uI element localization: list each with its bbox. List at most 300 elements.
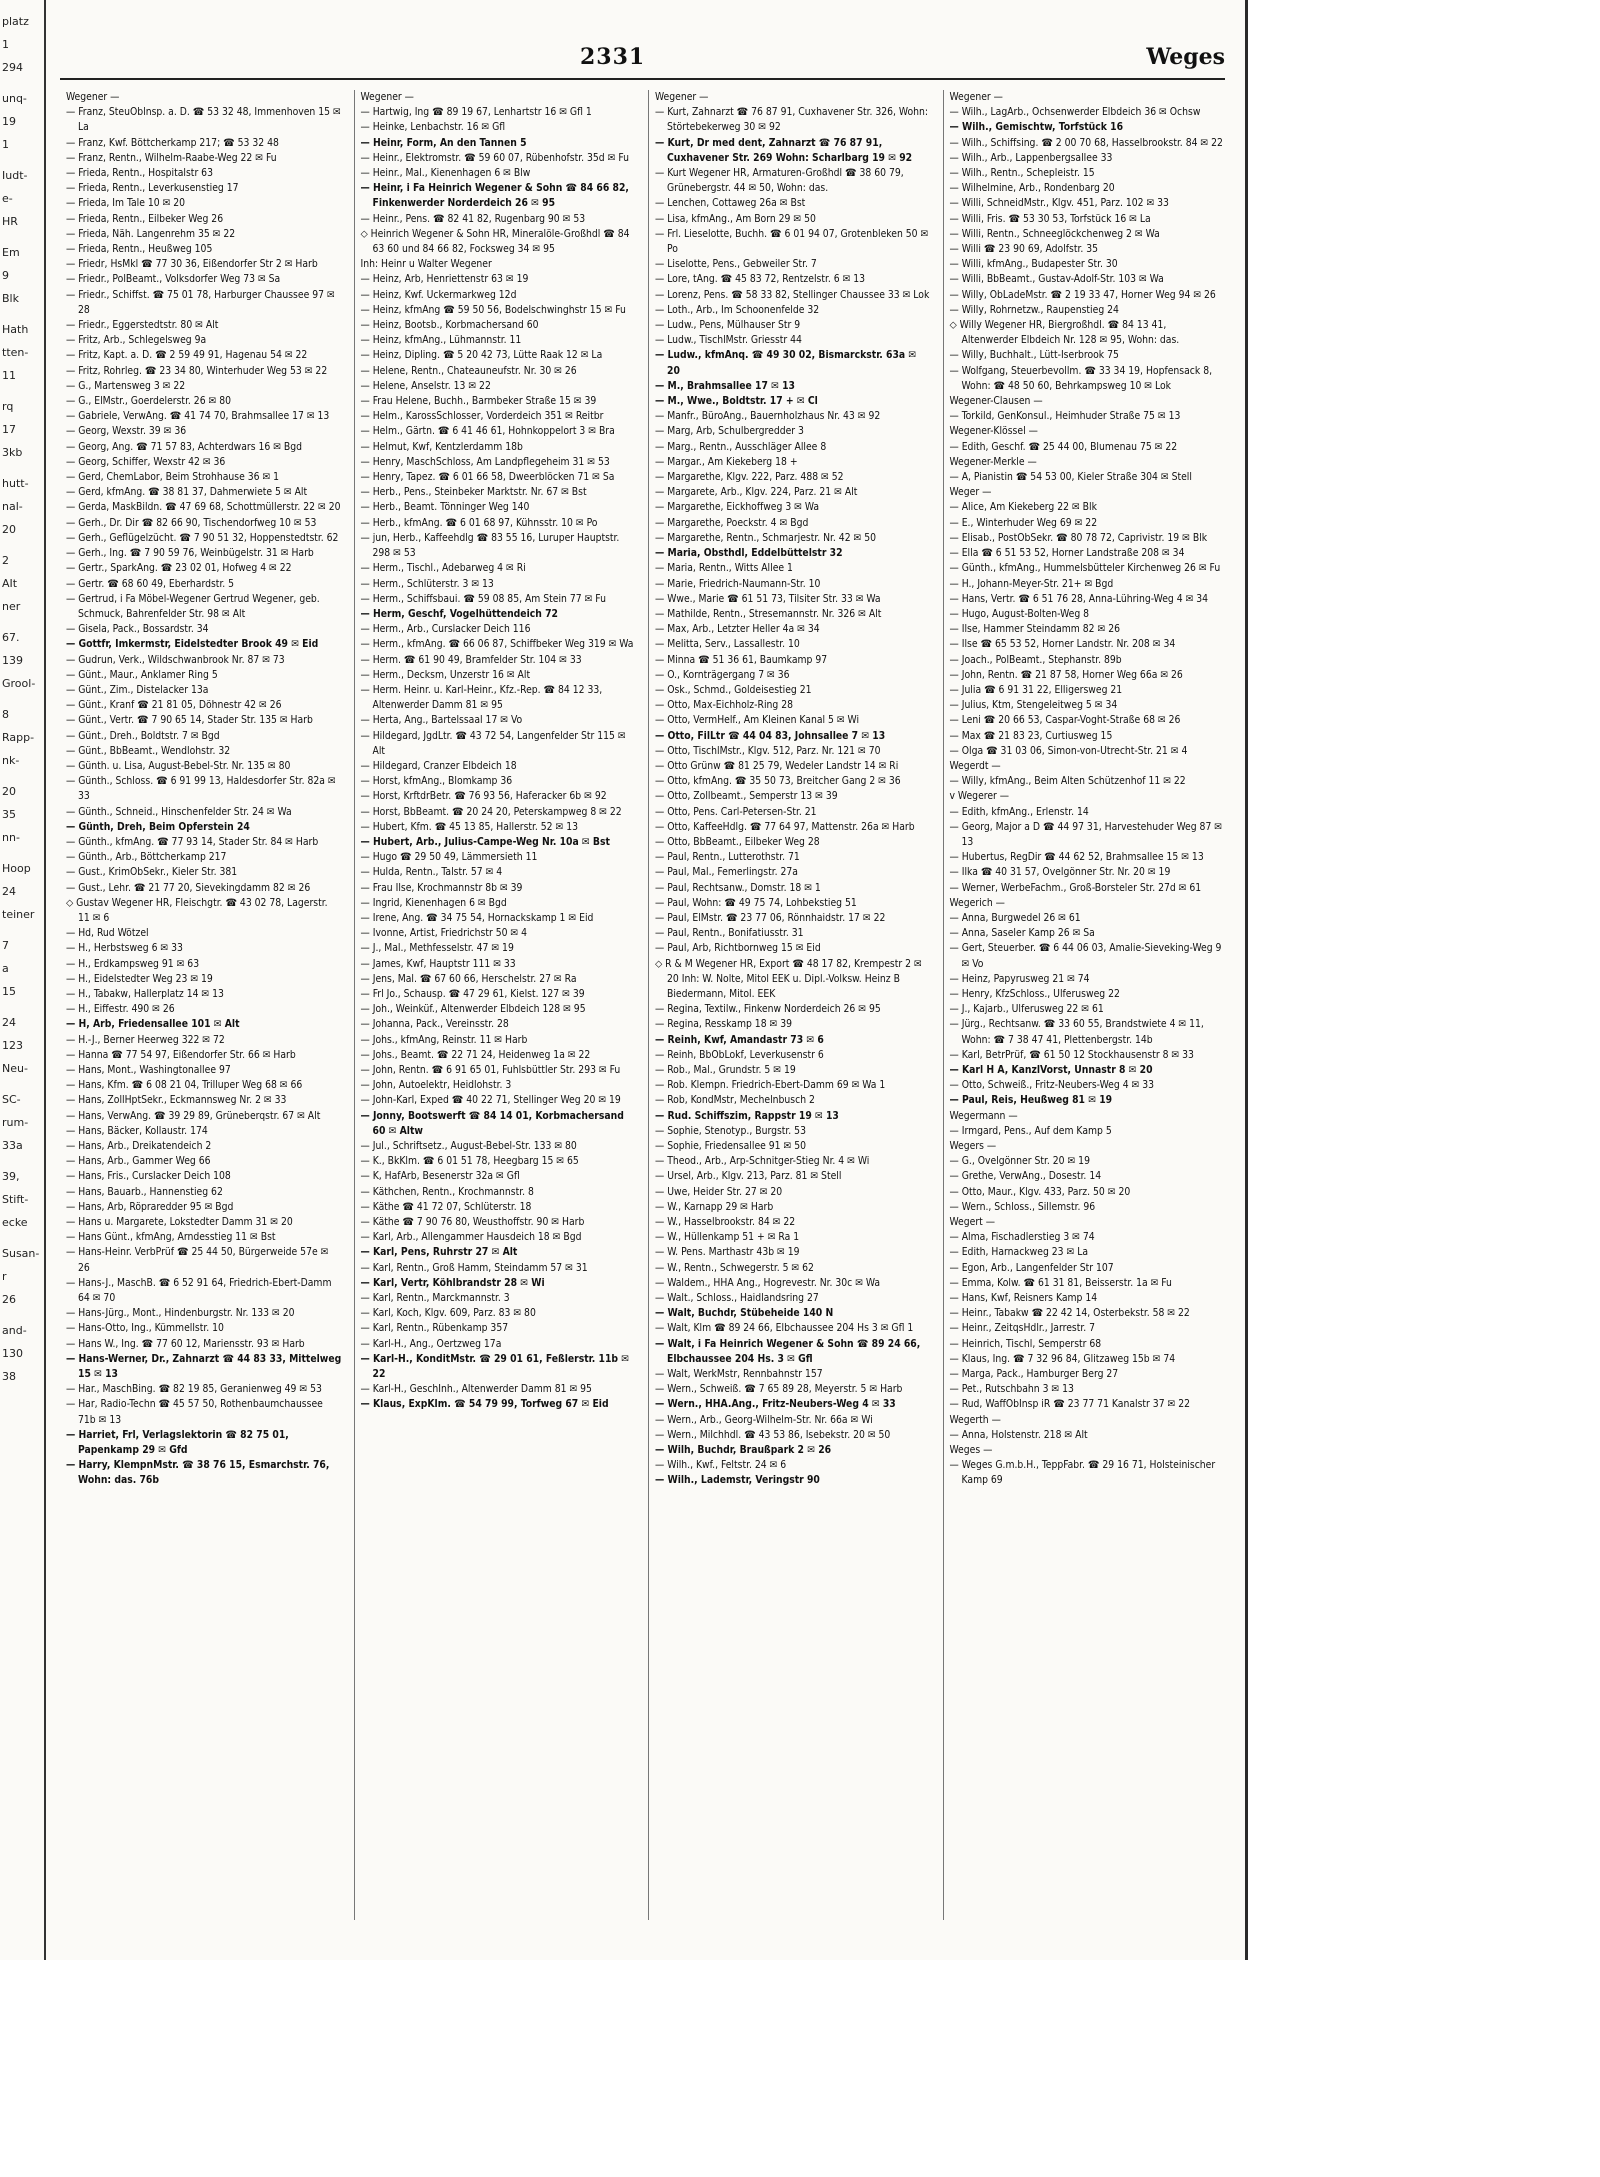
directory-entry: — Walt, Buchdr, Stübeheide 140 N	[655, 1307, 834, 1320]
directory-entry: — J., Kajarb., Ulferusweg 22 ✉ 61	[949, 1003, 1104, 1016]
directory-entry: — Franz, Rentn., Wilhelm-Raabe-Weg 22 ✉ Fu	[66, 151, 277, 164]
directory-entry: — Ivonne, Artist, Friedrichstr 50 ✉ 4	[360, 927, 528, 940]
surname-heading: Wegener —	[949, 91, 1003, 103]
directory-entry: — Helm., Gärtn. ☎ 6 41 46 61, Hohnkoppelort 3 ✉ Bra	[360, 425, 615, 438]
directory-entry: — Heinr., Elektromstr. ☎ 59 60 07, Rübenhofstr. 35d ✉ Fu	[360, 151, 629, 164]
directory-entry: — Otto, kfmAng. ☎ 35 50 73, Breitcher Gang 2 ✉ 36	[655, 775, 901, 788]
prev-strip-fragment: 1	[2, 138, 9, 151]
surname-heading: Wegerich —	[949, 896, 1005, 909]
surname-heading: Wegerdt —	[949, 759, 1001, 772]
directory-entry: — Liselotte, Pens., Gebweiler Str. 7	[655, 258, 817, 271]
directory-entry: — Helene, Anselstr. 13 ✉ 22	[360, 379, 491, 392]
directory-entry: — Hans, Fris., Curslacker Deich 108	[66, 1170, 231, 1183]
directory-entry: — John, Rentn. ☎ 6 91 65 01, Fuhlsbüttler Str. 293 ✉ Fu	[360, 1064, 621, 1076]
directory-entry: — Gerd, ChemLabor, Beim Strohhause 36 ✉ 1	[66, 471, 280, 484]
prev-strip-fragment: 38	[2, 1370, 16, 1383]
directory-entry: — Herm., Decksm, Unzerstr 16 ✉ Alt	[360, 668, 531, 681]
prev-strip-fragment: SC-	[2, 1093, 21, 1106]
directory-entry: — W. Pens. Marthastr 43b ✉ 19	[655, 1246, 800, 1259]
directory-entry: — James, Kwf, Hauptstr 111 ✉ 33	[360, 957, 516, 970]
prev-strip-fragment: Stift-	[2, 1193, 29, 1206]
directory-entry: — H.-J., Berner Heerweg 322 ✉ 72	[66, 1033, 225, 1046]
surname-heading: Wegener —	[66, 91, 120, 103]
prev-strip-fragment: nn-	[2, 831, 20, 844]
directory-entry: — Rob., Mal., Grundstr. 5 ✉ 19	[655, 1064, 796, 1076]
directory-entry: — Gisela, Pack., Bossardstr. 34	[66, 623, 209, 636]
directory-entry: — Herb., Beamt. Tönninger Weg 140	[360, 501, 530, 514]
directory-entry: — Ilka ☎ 40 31 57, Ovelgönner Str. Nr. 20 ✉ 19	[949, 866, 1171, 879]
directory-entry: — Lore, tAng. ☎ 45 83 72, Rentzelstr. 6 ✉ 13	[655, 273, 866, 286]
directory-entry: — Willi, SchneidMstr., Klgv. 451, Parz. 102 ✉ 33	[949, 197, 1169, 210]
directory-entry: — Frieda, Näh. Langenrehm 35 ✉ 22	[66, 227, 236, 240]
directory-entry: — Günth. u. Lisa, August-Bebel-Str. Nr. 135 ✉ 80	[66, 759, 291, 772]
directory-entry: — Heinz, Papyrusweg 21 ✉ 74	[949, 972, 1090, 985]
directory-entry: — Gertr., SparkAng. ☎ 23 02 01, Hofweg 4 ✉ 22	[66, 562, 292, 575]
directory-entry: — Otto, Max-Eichholz-Ring 28	[655, 699, 794, 712]
directory-entry: — Herm, Geschf, Vogelhüttendeich 72	[360, 607, 558, 620]
directory-entry: — Willi, kfmAng., Budapester Str. 30	[949, 258, 1118, 271]
directory-entry: — Hartwig, Ing ☎ 89 19 67, Lenhartstr 16 ✉ Gfl 1	[360, 106, 592, 119]
directory-entry: — Wilh., Schiffsing. ☎ 2 00 70 68, Hasselbrookstr. 84 ✉ 22	[949, 136, 1223, 149]
surname-heading: Wegener —	[360, 91, 414, 103]
surname-heading: Wegener-Merkle —	[949, 455, 1037, 468]
directory-entry: — John-Karl, Exped ☎ 40 22 71, Stellinger Weg 20 ✉ 19	[360, 1094, 621, 1107]
directory-entry: — Harry, KlempnMstr. ☎ 38 76 15, Esmarchstr. 76, Wohn: das. 76b	[66, 1459, 330, 1487]
directory-entry: — Hans, Arb, Röpraredder 95 ✉ Bgd	[66, 1200, 234, 1213]
directory-entry: — Heinz, Arb, Henriettenstr 63 ✉ 19	[360, 273, 529, 286]
directory-entry: — W., Rentn., Schwegerstr. 5 ✉ 62	[655, 1261, 814, 1274]
prev-strip-fragment: 1	[2, 38, 9, 51]
directory-entry: — Hubert, Kfm. ☎ 45 13 85, Hallerstr. 52 ✉ 13	[360, 820, 579, 833]
directory-entry: — Paul, Reis, Heußweg 81 ✉ 19	[949, 1094, 1113, 1107]
directory-entry: — Wern., Schweiß. ☎ 7 65 89 28, Meyerstr. 5 ✉ Harb	[655, 1383, 903, 1396]
prev-strip-fragment: nk-	[2, 754, 20, 767]
prev-strip-fragment: 67.	[2, 631, 20, 644]
prev-strip-fragment: 7	[2, 939, 9, 952]
directory-entry: — Günth., Schloss. ☎ 6 91 99 13, Haldesdorfer Str. 82a ✉ 33	[66, 775, 336, 803]
directory-entry: — Gust., KrimObSekr., Kieler Str. 381	[66, 866, 238, 879]
directory-entry: — H., Eidelstedter Weg 23 ✉ 19	[66, 972, 213, 985]
directory-entry: — Edith, Harnackweg 23 ✉ La	[949, 1246, 1089, 1259]
surname-heading: Wegener —	[655, 91, 709, 103]
directory-entry: — Werner, WerbeFachm., Groß-Borsteler Str. 27d ✉ 61	[949, 881, 1202, 894]
directory-entry: — Leni ☎ 20 66 53, Caspar-Voght-Straße 68 ✉ 26	[949, 714, 1181, 727]
directory-entry: — Heinz, kfmAng., Lühmannstr. 11	[360, 334, 522, 347]
directory-entry: — Heinz, kfmAng ☎ 59 50 56, Bodelschwinghstr 15 ✉ Fu	[360, 303, 626, 316]
directory-entry: — Wern., Arb., Georg-Wilhelm-Str. Nr. 66a ✉ Wi	[655, 1413, 873, 1426]
directory-entry: — Pet., Rutschbahn 3 ✉ 13	[949, 1383, 1074, 1396]
directory-entry: — Franz, Kwf. Böttcherkamp 217; ☎ 53 32 48	[66, 136, 279, 149]
directory-entry: — Otto, FilLtr ☎ 44 04 83, Johnsallee 7 ✉ 13	[655, 729, 886, 742]
directory-entry: — Joh., Weinküf., Altenwerder Elbdeich 128 ✉ 95	[360, 1003, 586, 1016]
directory-entry: — K, HafArb, Besenerstr 32a ✉ Gfl	[360, 1170, 520, 1183]
directory-entry: — Hans, Arb., Gammer Weg 66	[66, 1155, 211, 1168]
directory-entry: — Wilh., Arb., Lappenbergsallee 33	[949, 151, 1113, 164]
directory-entry: — Irene, Ang. ☎ 34 75 54, Hornackskamp 1 ✉ Eid	[360, 911, 594, 924]
directory-entry: — Frieda, Rentn., Heußweg 105	[66, 243, 213, 256]
directory-entry: — Edith, kfmAng., Erlenstr. 14	[949, 805, 1089, 818]
directory-entry: — Reinh, BbObLokf, Leverkusenstr 6	[655, 1048, 824, 1061]
directory-entry: — Frieda, Rentn., Eilbeker Weg 26	[66, 212, 224, 225]
directory-entry: — Horst, kfmAng., Blomkamp 36	[360, 775, 513, 788]
directory-entry: — Wilh., LagArb., Ochsenwerder Elbdeich 36 ✉ Ochsw	[949, 106, 1201, 119]
directory-entry: — jun, Herb., Kaffeehdlg ☎ 83 55 16, Luruper Hauptstr. 298 ✉ 53	[360, 531, 620, 560]
directory-entry: — Hanna ☎ 77 54 97, Eißendorfer Str. 66 ✉ Harb	[66, 1048, 296, 1061]
directory-entry: — Grethe, VerwAng., Dosestr. 14	[949, 1170, 1102, 1183]
prev-strip-fragment: unq-	[2, 92, 27, 105]
directory-entry: — Walt, WerkMstr, Rennbahnstr 157	[655, 1368, 823, 1381]
directory-entry: — Jonny, Bootswerft ☎ 84 14 01, Korbmachersand 60 ✉ Altw	[360, 1109, 624, 1137]
directory-entry: — Marg, Arb, Schulbergredder 3	[655, 425, 804, 438]
directory-entry: — Wwe., Marie ☎ 61 51 73, Tilsiter Str. 33 ✉ Wa	[655, 592, 881, 605]
directory-entry: — Heinr, i Fa Heinrich Wegener & Sohn ☎ 84 66 82, Finkenwerder Norderdeich 26 ✉ 95	[360, 182, 629, 210]
directory-entry: — Johanna, Pack., Vereinsstr. 28	[360, 1018, 509, 1031]
directory-entry: — Ludw., kfmAnq. ☎ 49 30 02, Bismarckstr. 63a ✉ 20	[655, 349, 917, 377]
directory-entry: — Paul, Wohn: ☎ 49 75 74, Lohbekstieg 51	[655, 896, 857, 909]
directory-entry: — Gabriele, VerwAng. ☎ 41 74 70, Brahmsallee 17 ✉ 13	[66, 410, 330, 423]
directory-entry: — Maria, Rentn., Witts Allee 1	[655, 562, 793, 575]
directory-entry: — Joach., PolBeamt., Stephanstr. 89b	[949, 653, 1122, 666]
directory-entry: — Anna, Saseler Kamp 26 ✉ Sa	[949, 927, 1095, 940]
directory-entry: — Alma, Fischadlerstieg 3 ✉ 74	[949, 1231, 1095, 1244]
directory-entry: — Sophie, Friedensallee 91 ✉ 50	[655, 1140, 806, 1153]
directory-entry: — Hans, Bäcker, Kollaustr. 174	[66, 1124, 208, 1137]
directory-entry: — Minna ☎ 51 36 61, Baumkamp 97	[655, 653, 828, 666]
directory-entry: — Otto, KaffeeHdlg. ☎ 77 64 97, Mattenstr. 26a ✉ Harb	[655, 820, 915, 833]
prev-strip-fragment: Em	[2, 246, 20, 259]
directory-entry: — Willy, kfmAng., Beim Alten Schützenhof 11 ✉ 22	[949, 775, 1186, 788]
directory-entry: — Hans u. Margarete, Lokstedter Damm 31 ✉ 20	[66, 1216, 293, 1229]
previous-page-strip	[0, 0, 46, 1960]
directory-entry: — Hildegard, Cranzer Elbdeich 18	[360, 759, 517, 772]
directory-entry: — Fritz, Arb., Schlegelsweg 9a	[66, 334, 207, 347]
directory-entry: — Fritz, Rohrleg. ☎ 23 34 80, Winterhuder Weg 53 ✉ 22	[66, 364, 328, 377]
directory-entry: — Günt., Maur., Anklamer Ring 5	[66, 668, 218, 681]
directory-entry: — H., Eiffestr. 490 ✉ 26	[66, 1003, 175, 1016]
directory-entry: ⬦ Gustav Wegener HR, Fleischgtr. ☎ 43 02 78, Lagerstr. 11 ✉ 6	[66, 896, 342, 926]
directory-entry: — Egon, Arb., Langenfelder Str 107	[949, 1261, 1114, 1274]
prev-strip-fragment: 2	[2, 554, 9, 567]
directory-entry: — Georg, Ang. ☎ 71 57 83, Achterdwars 16 ✉ Bgd	[66, 440, 303, 453]
directory-entry: — Fritz, Kapt. a. D. ☎ 2 59 49 91, Hagenau 54 ✉ 22	[66, 349, 308, 362]
prev-strip-fragment: 20	[2, 785, 16, 798]
directory-entry: — Gust., Lehr. ☎ 21 77 20, Sievekingdamm 82 ✉ 26	[66, 881, 311, 894]
surname-heading: v Wegerer —	[949, 790, 1010, 803]
directory-entry: — Melitta, Serv., Lassallestr. 10	[655, 638, 800, 651]
prev-strip-fragment: 17	[2, 423, 16, 436]
prev-strip-fragment: a	[2, 962, 9, 975]
prev-strip-fragment: 11	[2, 369, 16, 382]
directory-entry: — Ilse ☎ 65 53 52, Horner Landstr. Nr. 208 ✉ 34	[949, 638, 1176, 651]
directory-entry: — H., Erdkampsweg 91 ✉ 63	[66, 957, 200, 970]
directory-entry: — Frieda, Rentn., Hospitalstr 63	[66, 167, 213, 180]
directory-entry: — Herm., Tischl., Adebarweg 4 ✉ Ri	[360, 562, 526, 575]
prev-strip-fragment: 26	[2, 1293, 16, 1306]
directory-entry: — Harriet, Frl, Verlagslektorin ☎ 82 75 01, Papenkamp 29 ✉ Gfd	[66, 1428, 289, 1457]
directory-entry: — Otto, VermHelf., Am Kleinen Kanal 5 ✉ Wi	[655, 714, 860, 727]
directory-entry: — Margarethe, Rentn., Schmarjestr. Nr. 42 ✉ 50	[655, 531, 877, 544]
directory-entry: — Karl H A, KanzlVorst, Unnastr 8 ✉ 20	[949, 1064, 1153, 1076]
directory-entry: — Gerh., Dr. Dir ☎ 82 66 90, Tischendorfweg 10 ✉ 53	[66, 516, 317, 529]
directory-entry: — Paul, Rechtsanw., Domstr. 18 ✉ 1	[655, 881, 821, 894]
directory-entry: — Har, Radio-Techn ☎ 45 57 50, Rothenbaumchaussee 71b ✉ 13	[66, 1398, 323, 1426]
directory-entry: — Herb., Pens., Steinbeker Marktstr. Nr. 67 ✉ Bst	[360, 486, 587, 499]
directory-entry: — Hans, Kwf, Reisners Kamp 14	[949, 1292, 1098, 1305]
directory-entry: — Günth., Schneid., Hinschenfelder Str. 24 ✉ Wa	[66, 805, 292, 818]
directory-entry: — Otto, TischlMstr., Klgv. 512, Parz. Nr. 121 ✉ 70	[655, 744, 881, 757]
directory-entry: — Johs., Beamt. ☎ 22 71 24, Heidenweg 1a ✉ 22	[360, 1048, 591, 1061]
directory-entry: — Willi, BbBeamt., Gustav-Adolf-Str. 103 ✉ Wa	[949, 273, 1164, 286]
directory-entry: — Kurt, Zahnarzt ☎ 76 87 91, Cuxhavener Str. 326, Wohn: Störtebekerweg 30 ✉ 92	[655, 106, 929, 134]
directory-entry: — H., Herbstsweg 6 ✉ 33	[66, 942, 183, 955]
directory-entry: — Wilh., Gemischtw, Torfstück 16	[949, 121, 1124, 134]
prev-strip-fragment: 24	[2, 885, 16, 898]
directory-entry: — Rob, KondMstr, Mechelnbusch 2	[655, 1094, 815, 1107]
directory-entry: — Kurt Wegener HR, Armaturen-Großhdl ☎ 38 60 79, Grünebergstr. 44 ✉ 50, Wohn: das.	[655, 167, 904, 195]
directory-entry: — G., Martensweg 3 ✉ 22	[66, 379, 186, 392]
prev-strip-fragment: rum-	[2, 1116, 29, 1129]
directory-entry: — Helmut, Kwf, Kentzlerdamm 18b	[360, 440, 523, 453]
directory-entry: — Willi ☎ 23 90 69, Adolfstr. 35	[949, 243, 1098, 256]
directory-entry: — Karl, Vertr, Köhlbrandstr 28 ✉ Wi	[360, 1276, 545, 1289]
directory-entry: — Otto, Pens. Carl-Petersen-Str. 21	[655, 805, 817, 818]
directory-entry: — Karl, Rentn., Rübenkamp 357	[360, 1322, 509, 1335]
directory-entry: — Paul, Mal., Femerlingstr. 27a	[655, 866, 798, 879]
directory-entry: — Wilh., Kwf., Feltstr. 24 ✉ 6	[655, 1459, 787, 1472]
directory-entry: — W., Hüllenkamp 51 + ✉ Ra 1	[655, 1231, 800, 1244]
prev-strip-fragment: 123	[2, 1039, 23, 1052]
directory-entry: — H., Tabakw, Hallerplatz 14 ✉ 13	[66, 987, 224, 1000]
directory-entry: — Loth., Arb., Im Schoonenfelde 32	[655, 303, 820, 316]
prev-strip-fragment: rq	[2, 400, 14, 413]
prev-strip-fragment: Hoop	[2, 862, 31, 875]
directory-entry: — Franz, SteuOblnsp. a. D. ☎ 53 32 48, Immenhoven 15 ✉ La	[66, 106, 341, 134]
directory-entry: — Heinke, Lenbachstr. 16 ✉ Gfl	[360, 121, 506, 134]
directory-entry: — Hans, Vertr. ☎ 6 51 76 28, Anna-Lühring-Weg 4 ✉ 34	[949, 592, 1209, 605]
directory-entry: — Margarethe, Poeckstr. 4 ✉ Bgd	[655, 516, 809, 529]
prev-strip-fragment: 20	[2, 523, 16, 536]
directory-entry: — Frieda, Rentn., Leverkusenstieg 17	[66, 182, 239, 195]
directory-entry: — Har., MaschBing. ☎ 82 19 85, Geranienweg 49 ✉ 53	[66, 1383, 322, 1396]
prev-strip-fragment: Blk	[2, 292, 19, 305]
directory-entry: — Lisa, kfmAng., Am Born 29 ✉ 50	[655, 212, 816, 225]
directory-entry: — Herm., Arb., Curslacker Deich 116	[360, 623, 531, 636]
prev-strip-fragment: 130	[2, 1347, 23, 1360]
directory-entry: — Reinh, Kwf, Amandastr 73 ✉ 6	[655, 1033, 824, 1046]
directory-entry: — Karl-H., Ang., Oertzweg 17a	[360, 1337, 502, 1350]
directory-entry: — Heinr., Tabakw ☎ 22 42 14, Osterbekstr. 58 ✉ 22	[949, 1307, 1190, 1320]
prev-strip-fragment: 3kb	[2, 446, 23, 459]
surname-heading: Weger —	[949, 486, 992, 499]
directory-entry: — Heinz, Dipling. ☎ 5 20 42 73, Lütte Raak 12 ✉ La	[360, 349, 603, 362]
directory-entry: — Paul, Rentn., Lutterothstr. 71	[655, 851, 800, 864]
directory-entry: — Gert, Steuerber. ☎ 6 44 06 03, Amalie-Sieveking-Weg 9 ✉ Vo	[949, 942, 1222, 970]
directory-entry: — Karl, Arb., Allengammer Hausdeich 18 ✉ Bgd	[360, 1231, 582, 1244]
directory-entry: — Hans-Jürg., Mont., Hindenburgstr. Nr. 133 ✉ 20	[66, 1307, 295, 1320]
prev-strip-fragment: r	[2, 1270, 7, 1283]
directory-entry: — Johs., kfmAng, Reinstr. 11 ✉ Harb	[360, 1033, 528, 1046]
directory-entry: — Uwe, Heider Str. 27 ✉ 20	[655, 1185, 783, 1198]
directory-columns	[66, 90, 1225, 1920]
directory-entry: — Willi, Fris. ☎ 53 30 53, Torfstück 16 ✉ La	[949, 212, 1151, 225]
directory-entry: — Günt., Zim., Distelacker 13a	[66, 683, 209, 696]
surname-heading: Wegermann —	[949, 1109, 1018, 1122]
directory-entry: — Julius, Ktm, Stengeleitweg 5 ✉ 34	[949, 699, 1118, 712]
directory-entry: — Jens, Mal. ☎ 67 60 66, Herschelstr. 27 ✉ Ra	[360, 972, 577, 985]
directory-entry: — Frau Ilse, Krochmannstr 8b ✉ 39	[360, 881, 523, 894]
directory-entry: — Manfr., BüroAng., Bauernholzhaus Nr. 43 ✉ 92	[655, 410, 881, 423]
directory-entry: — Henry, MaschSchloss, Am Landpflegeheim 31 ✉ 53	[360, 455, 610, 468]
surname-heading: Weges —	[949, 1444, 993, 1457]
directory-entry: — Kurt, Dr med dent, Zahnarzt ☎ 76 87 91, Cuxhavener Str. 269 Wohn: Scharlbarg 19 ✉ 92	[655, 136, 913, 164]
directory-entry: — Hans, Kfm. ☎ 6 08 21 04, Trilluper Weg 68 ✉ 66	[66, 1079, 303, 1092]
directory-entry: — Otto, Schweiß., Fritz-Neubers-Weg 4 ✉ 33	[949, 1079, 1155, 1092]
directory-entry: ⬦ Willy Wegener HR, Biergroßhdl. ☎ 84 13 41, Altenwerder Elbdeich Nr. 128 ✉ 95, Wohn: das.	[950, 318, 1226, 348]
directory-entry: — Emma, Kolw. ☎ 61 31 81, Beisserstr. 1a ✉ Fu	[949, 1276, 1172, 1289]
directory-entry: — Wern., Milchhdl. ☎ 43 53 86, Isebekstr. 20 ✉ 50	[655, 1428, 891, 1441]
directory-entry: — Karl, Pens, Ruhrstr 27 ✉ Alt	[360, 1246, 518, 1259]
directory-entry: — Günt., Dreh., Boldtstr. 7 ✉ Bgd	[66, 729, 220, 742]
directory-entry: — Karl, Koch, Klgv. 609, Parz. 83 ✉ 80	[360, 1307, 536, 1320]
directory-entry: — Gerh., Geflügelzücht. ☎ 7 90 51 32, Hoppenstedtstr. 62	[66, 531, 339, 544]
directory-entry: — Heinr, Form, An den Tannen 5	[360, 136, 527, 149]
directory-entry: — Wilh., Lademstr, Veringstr 90	[655, 1474, 820, 1487]
directory-entry: — Günt., Vertr. ☎ 7 90 65 14, Stader Str. 135 ✉ Harb	[66, 714, 313, 727]
directory-entry: — Irmgard, Pens., Auf dem Kamp 5	[949, 1124, 1112, 1137]
directory-entry: — Alice, Am Kiekeberg 22 ✉ Blk	[949, 501, 1097, 514]
directory-entry: — Friedr., Eggerstedtstr. 80 ✉ Alt	[66, 319, 219, 332]
directory-entry: — Heinz, Kwf. Uckermarkweg 12d	[360, 288, 517, 301]
directory-entry: — Wolfgang, Steuerbevollm. ☎ 33 34 19, Hopfensack 8, Wohn: ☎ 48 50 60, Behrkampsweg 10 ✉ Lok	[949, 364, 1213, 392]
directory-entry: — Käthe ☎ 7 90 76 80, Weusthoffstr. 90 ✉ Harb	[360, 1216, 585, 1229]
directory-entry: — Wern., HHA.Ang., Fritz-Neubers-Weg 4 ✉ 33	[655, 1398, 896, 1411]
directory-entry: — Herm. ☎ 61 90 49, Bramfelder Str. 104 ✉ 33	[360, 653, 582, 666]
prev-strip-fragment: 294	[2, 61, 23, 74]
directory-entry: — Marg., Rentn., Ausschläger Allee 8	[655, 440, 827, 453]
directory-entry: — Helm., KarossSchlosser, Vorderdeich 351 ✉ Reitbr	[360, 410, 604, 423]
directory-entry: — Klaus, Ing. ☎ 7 32 96 84, Glitzaweg 15b ✉ 74	[949, 1352, 1176, 1365]
directory-entry: — Paul, ElMstr. ☎ 23 77 06, Rönnhaidstr. 17 ✉ 22	[655, 911, 886, 924]
prev-strip-fragment: e-	[2, 192, 13, 205]
directory-entry: — Wilh, Buchdr, Braußpark 2 ✉ 26	[655, 1444, 832, 1457]
directory-entry: — Klaus, ExpKlm. ☎ 54 79 99, Torfweg 67 ✉ Eid	[360, 1398, 609, 1411]
directory-entry: — Hulda, Rentn., Talstr. 57 ✉ 4	[360, 866, 503, 879]
directory-entry: — Gertr. ☎ 68 60 49, Eberhardstr. 5	[66, 577, 235, 590]
surname-heading: Wegert —	[949, 1216, 995, 1229]
prev-strip-fragment: nal-	[2, 500, 23, 513]
directory-entry: ⬦ Heinrich Wegener & Sohn HR, Mineralöle-Großhdl ☎ 84 63 60 und 84 66 82, Focksweg 34 ✉ 95	[361, 227, 637, 257]
directory-entry: — E., Winterhuder Weg 69 ✉ 22	[949, 516, 1098, 529]
directory-entry: — Heinr., ZeitqsHdlr., Jarrestr. 7	[949, 1322, 1095, 1335]
directory-entry: — Otto, Maur., Klgv. 433, Parz. 50 ✉ 20	[949, 1185, 1131, 1198]
directory-entry: — Herm., Schiffsbaui. ☎ 59 08 85, Am Stein 77 ✉ Fu	[360, 592, 606, 605]
directory-entry: — Günth, Dreh, Beim Opferstein 24	[66, 820, 250, 833]
directory-entry: — J., Mal., Methfesselstr. 47 ✉ 19	[360, 942, 514, 955]
prev-strip-fragment: 9	[2, 269, 9, 282]
directory-entry: — Hans-Otto, Ing., Kümmellstr. 10	[66, 1322, 224, 1335]
running-head: Weges	[1146, 44, 1225, 70]
directory-entry: — Julia ☎ 6 91 31 22, Elligersweg 21	[949, 683, 1123, 696]
prev-strip-fragment: Hath	[2, 323, 29, 336]
directory-entry: — Karl-H., GeschInh., Altenwerder Damm 81 ✉ 95	[360, 1383, 592, 1396]
directory-entry: — Mathilde, Rentn., Stresemannstr. Nr. 326 ✉ Alt	[655, 607, 882, 620]
page-number: 2331	[580, 44, 646, 70]
prev-strip-fragment: 24	[2, 1016, 16, 1029]
directory-entry: — John, Rentn. ☎ 21 87 58, Horner Weg 66a ✉ 26	[949, 668, 1183, 681]
directory-entry: — Maria, Obsthdl, Eddelbüttelstr 32	[655, 547, 843, 560]
directory-entry: — Anna, Holstenstr. 218 ✉ Alt	[949, 1428, 1088, 1441]
prev-strip-fragment: HR	[2, 215, 18, 228]
page-header	[60, 44, 1225, 74]
prev-strip-fragment: 35	[2, 808, 16, 821]
directory-entry: — Hans, Bauarb., Hannenstieg 62	[66, 1185, 223, 1198]
directory-entry: — Waldem., HHA Ang., Hogrevestr. Nr. 30c ✉ Wa	[655, 1276, 881, 1289]
directory-entry: — Ursel, Arb., Klgv. 213, Parz. 81 ✉ Stell	[655, 1170, 842, 1183]
directory-entry: — Marga, Pack., Hamburger Berg 27	[949, 1368, 1119, 1381]
directory-entry: — Georg, Major a D ☎ 44 97 31, Harvestehuder Weg 87 ✉ 13	[949, 820, 1223, 848]
directory-entry: — Walt., Schloss., Haidlandsring 27	[655, 1292, 819, 1305]
directory-entry: — John, Autoelektr, Heidlohstr. 3	[360, 1079, 512, 1092]
directory-entry: — Otto, Zollbeamt., Semperstr 13 ✉ 39	[655, 790, 838, 803]
prev-strip-fragment: Neu-	[2, 1062, 28, 1075]
directory-entry: — Günth., kfmAng., Hummelsbütteler Kirchenweg 26 ✉ Fu	[949, 562, 1221, 575]
directory-entry: — Gertrud, i Fa Möbel-Wegener Gertrud Wegener, geb. Schmuck, Bahrenfelder Str. 98 ✉ Alt	[66, 592, 320, 620]
directory-entry: — Friedr., PolBeamt., Volksdorfer Weg 73 ✉ Sa	[66, 273, 281, 286]
directory-entry: — Willi, Rentn., Schneeglöckchenweg 2 ✉ Wa	[949, 227, 1160, 240]
directory-entry: — Hans-Heinr. VerbPrüf ☎ 25 44 50, Bürgerweide 57e ✉ 26	[66, 1246, 329, 1274]
directory-entry: — Ella ☎ 6 51 53 52, Horner Landstraße 208 ✉ 34	[949, 547, 1185, 560]
directory-entry: — Ingrid, Kienenhagen 6 ✉ Bgd	[360, 896, 507, 909]
directory-entry: — Hans, ZollHptSekr., Eckmannsweg Nr. 2 ✉ 33	[66, 1094, 287, 1107]
prev-strip-fragment: Susan-	[2, 1247, 40, 1260]
directory-entry: — Herm., kfmAng. ☎ 66 06 87, Schiffbeker Weg 319 ✉ Wa	[360, 638, 634, 651]
directory-entry: — Paul, Arb, Richtbornweg 15 ✉ Eid	[655, 942, 821, 955]
directory-entry: — Margar., Am Kiekeberg 18 +	[655, 455, 798, 468]
directory-entry: — G., Ovelgönner Str. 20 ✉ 19	[949, 1155, 1090, 1168]
directory-entry: — Hans Günt., kfmAng, Arndesstieg 11 ✉ Bst	[66, 1231, 276, 1244]
directory-entry: — Walt, Klm ☎ 89 24 66, Elbchaussee 204 Hs 3 ✉ Gfl 1	[655, 1322, 914, 1335]
directory-entry: — Georg, Schiffer, Wexstr 42 ✉ 36	[66, 455, 226, 468]
directory-entry: — Hans-J., MaschB. ☎ 6 52 91 64, Friedrich-Ebert-Damm 64 ✉ 70	[66, 1276, 332, 1305]
directory-entry: — Regina, Textilw., Finkenw Norderdeich 26 ✉ 95	[655, 1003, 881, 1016]
surname-heading: Wegerth —	[949, 1413, 1001, 1426]
column-4	[943, 90, 1226, 1920]
directory-entry: — A, Pianistin ☎ 54 53 00, Kieler Straße 304 ✉ Stell	[949, 471, 1192, 484]
directory-entry: — Ludw., Pens, Mülhauser Str 9	[655, 319, 801, 332]
directory-entry: — Hugo, August-Bolten-Weg 8	[949, 607, 1090, 620]
directory-entry: — M., Wwe., Boldtstr. 17 + ✉ Cl	[655, 395, 818, 408]
scan-margin	[0, 1960, 1600, 2177]
directory-entry: — Frl. Lieselotte, Buchh. ☎ 6 01 94 07, Grotenbleken 50 ✉ Po	[655, 227, 929, 256]
directory-entry: — G., ElMstr., Goerdelerstr. 26 ✉ 80	[66, 395, 232, 408]
directory-entry: — Paul, Rentn., Bonifatiusstr. 31	[655, 927, 804, 940]
directory-entry: — Karl, BetrPrüf, ☎ 61 50 12 Stockhausenstr 8 ✉ 33	[949, 1048, 1194, 1061]
directory-entry: — Willy, ObLadeMstr. ☎ 2 19 33 47, Horner Weg 94 ✉ 26	[949, 288, 1216, 301]
directory-entry: — Lorenz, Pens. ☎ 58 33 82, Stellinger Chaussee 33 ✉ Lok	[655, 288, 930, 301]
directory-entry: — H., Johann-Meyer-Str. 21+ ✉ Bgd	[949, 577, 1114, 590]
directory-entry: — Günth., kfmAng. ☎ 77 93 14, Stader Str. 84 ✉ Harb	[66, 835, 319, 848]
directory-entry: — Frieda, Im Tale 10 ✉ 20	[66, 197, 186, 210]
directory-entry: — Wilh., Rentn., Schepleistr. 15	[949, 167, 1095, 180]
prev-strip-fragment: 19	[2, 115, 16, 128]
prev-strip-fragment: 15	[2, 985, 16, 998]
directory-entry: — Käthchen, Rentn., Krochmannstr. 8	[360, 1185, 534, 1198]
directory-entry: — Lenchen, Cottaweg 26a ✉ Bst	[655, 197, 806, 210]
directory-entry: — Olga ☎ 31 03 06, Simon-von-Utrecht-Str. 21 ✉ 4	[949, 744, 1188, 757]
directory-entry: — K., BkKlm. ☎ 6 01 51 78, Heegbarg 15 ✉ 65	[360, 1155, 579, 1168]
directory-entry: — Hans, VerwAng. ☎ 39 29 89, Grüneberqstr. 67 ✉ Alt	[66, 1109, 321, 1122]
directory-entry: — Regina, Resskamp 18 ✉ 39	[655, 1018, 793, 1031]
